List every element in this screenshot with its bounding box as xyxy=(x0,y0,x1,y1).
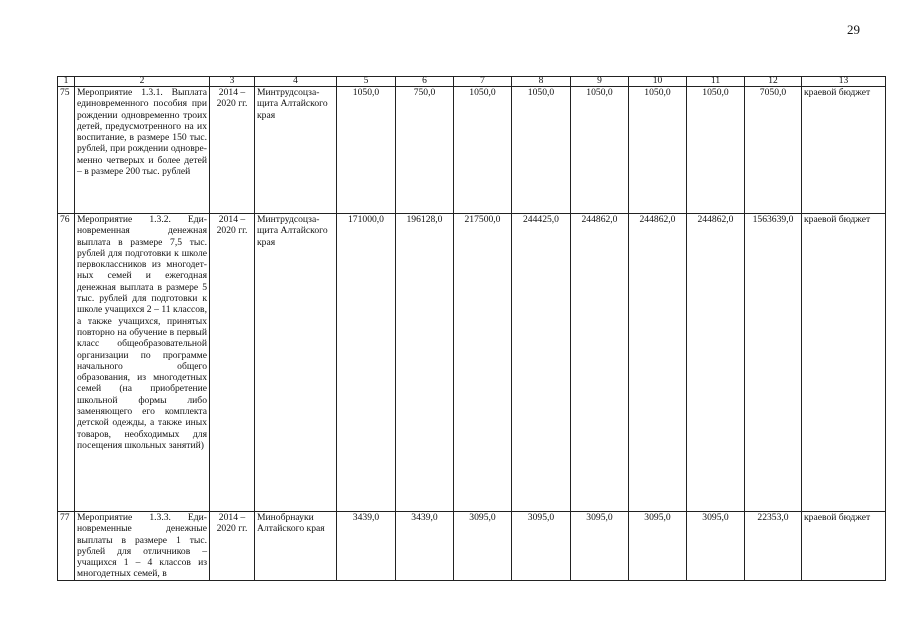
executor: Минтрудсоцзащита Алтайского края xyxy=(255,87,337,214)
value-cell: 244862,0 xyxy=(571,214,629,512)
col-header: 3 xyxy=(210,77,255,87)
value-cell: 1050,0 xyxy=(454,87,512,214)
value-cell: 1050,0 xyxy=(512,87,571,214)
activity-description: Мероприятие 1.3.1. Выплата единовременного пособия при рождении одновременно троих детей, предусмотренного на их воспитание, в размере 150 тыс. рублей, при рождении одновременно четверых и более детей – в размере 200 тыс. рублей xyxy=(75,87,210,214)
header-row xyxy=(58,77,886,87)
value-cell: 244862,0 xyxy=(687,214,745,512)
value-cell: 3095,0 xyxy=(454,512,512,581)
value-cell: 1050,0 xyxy=(571,87,629,214)
col-header: 12 xyxy=(745,77,802,87)
value-cell: 196128,0 xyxy=(396,214,454,512)
total-cell: 7050,0 xyxy=(745,87,802,214)
col-header: 1 xyxy=(58,77,75,87)
col-header: 13 xyxy=(802,77,886,87)
row-number: 75 xyxy=(58,87,75,214)
activity-description: Мероприятие 1.3.3. Единовременные денежные выплаты в размере 1 тыс. рублей для отличников – учащихся 1 – 4 классов из многодетных семей, в xyxy=(75,512,210,581)
row-number: 77 xyxy=(58,512,75,581)
total-cell: 22353,0 xyxy=(745,512,802,581)
row-number: 76 xyxy=(58,214,75,512)
col-header: 5 xyxy=(337,77,396,87)
value-cell: 3439,0 xyxy=(396,512,454,581)
period: 2014 – 2020 гг. xyxy=(210,512,255,581)
table-row xyxy=(58,512,886,581)
funding-source: краевой бюджет xyxy=(802,87,886,214)
col-header: 4 xyxy=(255,77,337,87)
col-header: 2 xyxy=(75,77,210,87)
value-cell: 1050,0 xyxy=(687,87,745,214)
executor: Минтрудсоцзащита Алтайского края xyxy=(255,214,337,512)
period: 2014 – 2020 гг. xyxy=(210,87,255,214)
col-header: 6 xyxy=(396,77,454,87)
value-cell: 3095,0 xyxy=(687,512,745,581)
table-row xyxy=(58,87,886,214)
value-cell: 3095,0 xyxy=(571,512,629,581)
value-cell: 171000,0 xyxy=(337,214,396,512)
value-cell: 217500,0 xyxy=(454,214,512,512)
period: 2014 – 2020 гг. xyxy=(210,214,255,512)
col-header: 10 xyxy=(629,77,687,87)
funding-source: краевой бюджет xyxy=(802,214,886,512)
col-header: 11 xyxy=(687,77,745,87)
program-table xyxy=(57,76,886,581)
value-cell: 1050,0 xyxy=(629,87,687,214)
activity-description: Мероприятие 1.3.2. Единовременная денежная выплата в размере 7,5 тыс. рублей для подготовки к школе первоклассников из многодетных семей и ежегодная денежная выплата в размере 5 тыс. рублей для подготовки к школе учащихся 2 – 11 классов, а также учащихся, принятых повторно на обучение в первый класс общеобразовательной организации по программе начального общего образования, из многодетных семей (на приобретение школьной формы либо заменяющего его комплекта детской одежды, а также иных товаров, необходимых для посещения школьных занятий) xyxy=(75,214,210,512)
value-cell: 750,0 xyxy=(396,87,454,214)
value-cell: 3095,0 xyxy=(629,512,687,581)
col-header: 9 xyxy=(571,77,629,87)
value-cell: 1050,0 xyxy=(337,87,396,214)
total-cell: 1563639,0 xyxy=(745,214,802,512)
funding-source: краевой бюджет xyxy=(802,512,886,581)
table-row xyxy=(58,214,886,512)
page-number: 29 xyxy=(847,22,860,37)
value-cell: 3095,0 xyxy=(512,512,571,581)
col-header: 7 xyxy=(454,77,512,87)
value-cell: 3439,0 xyxy=(337,512,396,581)
value-cell: 244862,0 xyxy=(629,214,687,512)
col-header: 8 xyxy=(512,77,571,87)
value-cell: 244425,0 xyxy=(512,214,571,512)
executor: Минобрнауки Алтайского края xyxy=(255,512,337,581)
